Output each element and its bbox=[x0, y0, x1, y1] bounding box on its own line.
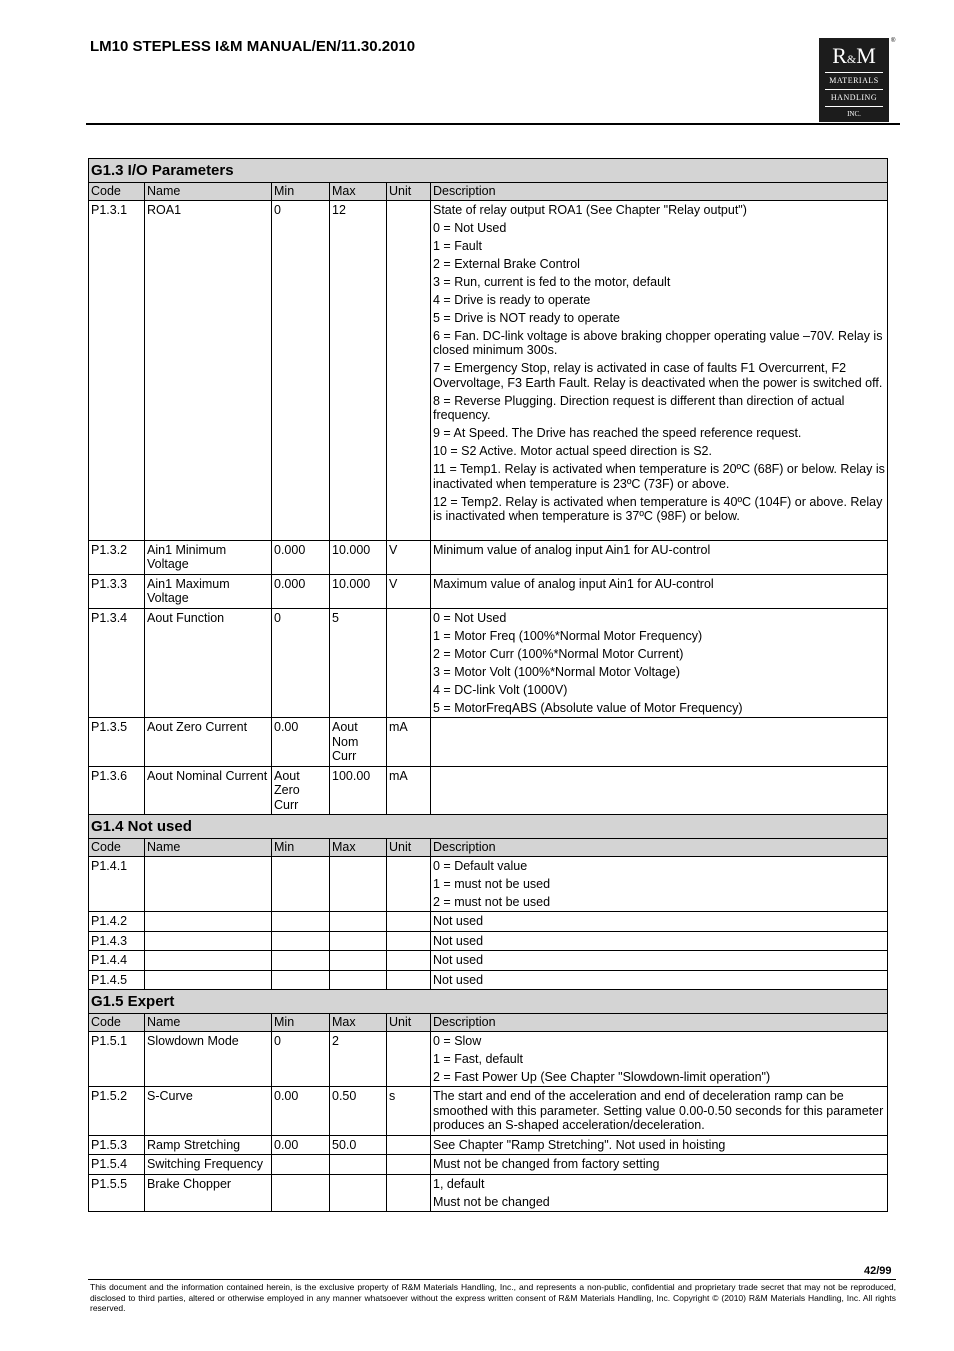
description-line: 1 = Motor Freq (100%*Normal Motor Frequency) bbox=[433, 628, 703, 643]
cell-code: P1.3.6 bbox=[89, 766, 145, 815]
cell-max: 12 bbox=[330, 200, 387, 540]
column-header: Unit bbox=[387, 839, 431, 857]
description-line: 0 = Slow bbox=[433, 1033, 482, 1048]
cell-name: Switching Frequency bbox=[145, 1155, 272, 1175]
cell-min: 0.00 bbox=[272, 718, 330, 767]
cell-min bbox=[272, 970, 330, 990]
cell-unit: mA bbox=[387, 766, 431, 815]
description-line: 0 = Not Used bbox=[433, 220, 507, 235]
cell-description bbox=[431, 540, 888, 574]
table-row bbox=[89, 1031, 888, 1087]
cell-max: 10.000 bbox=[330, 540, 387, 574]
table-row bbox=[89, 574, 888, 608]
description-line: 2 = External Brake Control bbox=[433, 256, 580, 271]
cell-description bbox=[431, 856, 888, 912]
cell-max bbox=[330, 912, 387, 932]
page-number: 42/99 bbox=[864, 1265, 892, 1277]
description-line: 7 = Emergency Stop, relay is activated in case of faults F1 Overcurrent, F2 Overvoltage, F3 Earth Fault. Relay is deactivated when the power is switched off. bbox=[433, 361, 883, 390]
column-header: Max bbox=[330, 183, 387, 201]
description-line: 12 = Temp2. Relay is activated when temperature is 40ºC (104F) or above. Relay is inactivated when temperature is 37ºC (98F) or below. bbox=[433, 494, 883, 523]
cell-name bbox=[145, 970, 272, 990]
cell-name: S-Curve bbox=[145, 1087, 272, 1136]
cell-unit bbox=[387, 1031, 431, 1087]
column-header: Description bbox=[431, 1014, 888, 1032]
cell-code: P1.3.1 bbox=[89, 200, 145, 540]
cell-description bbox=[431, 200, 888, 540]
table-row bbox=[89, 912, 888, 932]
cell-code: P1.4.1 bbox=[89, 856, 145, 912]
cell-min bbox=[272, 912, 330, 932]
cell-max: 100.00 bbox=[330, 766, 387, 815]
cell-max: 5 bbox=[330, 608, 387, 718]
column-header: Unit bbox=[387, 183, 431, 201]
description-line: Not used bbox=[433, 972, 484, 987]
cell-description bbox=[431, 912, 888, 932]
description-line: State of relay output ROA1 (See Chapter "Relay output") bbox=[433, 202, 747, 217]
table-row bbox=[89, 200, 888, 540]
cell-max bbox=[330, 970, 387, 990]
cell-unit bbox=[387, 608, 431, 718]
table-row bbox=[89, 718, 888, 767]
column-header: Min bbox=[272, 183, 330, 201]
cell-code: P1.3.3 bbox=[89, 574, 145, 608]
column-header: Name bbox=[145, 839, 272, 857]
cell-unit: s bbox=[387, 1087, 431, 1136]
cell-code: P1.4.4 bbox=[89, 951, 145, 971]
description-line: 4 = Drive is ready to operate bbox=[433, 292, 591, 307]
cell-unit bbox=[387, 1135, 431, 1155]
cell-description bbox=[431, 1135, 888, 1155]
cell-description bbox=[431, 1087, 888, 1136]
cell-unit: V bbox=[387, 574, 431, 608]
cell-code: P1.3.5 bbox=[89, 718, 145, 767]
cell-name: Slowdown Mode bbox=[145, 1031, 272, 1087]
column-header: Max bbox=[330, 1014, 387, 1032]
group-title: G1.4 Not used bbox=[89, 815, 888, 839]
description-line: Minimum value of analog input Ain1 for AU-control bbox=[433, 542, 711, 557]
cell-code: P1.4.5 bbox=[89, 970, 145, 990]
cell-description bbox=[431, 1174, 888, 1212]
cell-min: 0.000 bbox=[272, 574, 330, 608]
table-row bbox=[89, 1155, 888, 1175]
description-line: 5 = Drive is NOT ready to operate bbox=[433, 310, 621, 325]
description-line: Not used bbox=[433, 953, 484, 967]
description-line: Maximum value of analog input Ain1 for AU-control bbox=[433, 576, 714, 591]
cell-min: Aout Zero Curr bbox=[272, 766, 330, 815]
cell-max bbox=[330, 1155, 387, 1175]
description-line: 9 = At Speed. The Drive has reached the speed reference request. bbox=[433, 426, 802, 440]
cell-max: Aout Nom Curr bbox=[330, 718, 387, 767]
table-row bbox=[89, 540, 888, 574]
cell-code: P1.4.3 bbox=[89, 931, 145, 951]
cell-name: Aout Function bbox=[145, 608, 272, 718]
cell-max bbox=[330, 951, 387, 971]
description-line: See Chapter "Ramp Stretching". Not used in hoisting bbox=[433, 1137, 726, 1152]
description-line: Not used bbox=[433, 914, 484, 928]
cell-description bbox=[431, 1155, 888, 1175]
table-row bbox=[89, 856, 888, 912]
cell-min bbox=[272, 1174, 330, 1212]
description-line: 5 = MotorFreqABS (Absolute value of Motor Frequency) bbox=[433, 700, 743, 715]
description-line: 6 = Fan. DC-link voltage is above braking chopper operating value –70V. Relay is closed minimum 300s. bbox=[433, 328, 883, 357]
cell-min: 0 bbox=[272, 200, 330, 540]
cell-code: P1.5.4 bbox=[89, 1155, 145, 1175]
cell-max: 0.50 bbox=[330, 1087, 387, 1136]
parameter-table bbox=[88, 158, 888, 1212]
cell-min bbox=[272, 951, 330, 971]
footer-divider bbox=[88, 1279, 896, 1280]
table-row bbox=[89, 1087, 888, 1136]
cell-unit: V bbox=[387, 540, 431, 574]
cell-code: P1.5.2 bbox=[89, 1087, 145, 1136]
cell-min bbox=[272, 1155, 330, 1175]
description-line: 1 = must not be used bbox=[433, 876, 551, 891]
description-line: 10 = S2 Active. Motor actual speed direction is S2. bbox=[433, 444, 712, 458]
table-row bbox=[89, 931, 888, 951]
cell-name: Aout Zero Current bbox=[145, 718, 272, 767]
column-header-row bbox=[89, 1014, 888, 1032]
cell-unit bbox=[387, 912, 431, 932]
cell-name: Brake Chopper bbox=[145, 1174, 272, 1212]
cell-code: P1.3.4 bbox=[89, 608, 145, 718]
column-header: Code bbox=[89, 839, 145, 857]
cell-code: P1.5.5 bbox=[89, 1174, 145, 1212]
description-line: 0 = Default value bbox=[433, 858, 528, 873]
group-heading-row bbox=[89, 815, 888, 839]
cell-name: ROA1 bbox=[145, 200, 272, 540]
description-line: 4 = DC-link Volt (1000V) bbox=[433, 682, 568, 697]
cell-unit bbox=[387, 856, 431, 912]
table-row bbox=[89, 608, 888, 718]
cell-max bbox=[330, 931, 387, 951]
cell-description bbox=[431, 970, 888, 990]
company-logo: R&M MATERIALS HANDLING INC. bbox=[819, 38, 889, 122]
registered-mark: ® bbox=[891, 38, 896, 44]
table-row bbox=[89, 1135, 888, 1155]
description-line: 8 = Reverse Plugging. Direction request is different than direction of actual frequency. bbox=[433, 393, 845, 422]
description-line: 3 = Motor Volt (100%*Normal Motor Voltage) bbox=[433, 664, 680, 679]
description-line: Not used bbox=[433, 933, 484, 948]
cell-max bbox=[330, 1174, 387, 1212]
description-line: 2 = Fast Power Up (See Chapter "Slowdown-limit operation") bbox=[433, 1069, 771, 1084]
table-row bbox=[89, 1174, 888, 1212]
column-header: Min bbox=[272, 1014, 330, 1032]
cell-max: 10.000 bbox=[330, 574, 387, 608]
column-header: Name bbox=[145, 1014, 272, 1032]
cell-name bbox=[145, 856, 272, 912]
cell-description bbox=[431, 951, 888, 971]
column-header: Description bbox=[431, 183, 888, 201]
cell-code: P1.5.3 bbox=[89, 1135, 145, 1155]
column-header: Name bbox=[145, 183, 272, 201]
cell-description bbox=[431, 718, 888, 767]
column-header-row bbox=[89, 183, 888, 201]
cell-unit: mA bbox=[387, 718, 431, 767]
column-header: Max bbox=[330, 839, 387, 857]
cell-max: 50.0 bbox=[330, 1135, 387, 1155]
cell-code: P1.4.2 bbox=[89, 912, 145, 932]
cell-name: Aout Nominal Current bbox=[145, 766, 272, 815]
cell-unit bbox=[387, 931, 431, 951]
cell-unit bbox=[387, 200, 431, 540]
description-line: 1, default bbox=[433, 1176, 485, 1191]
description-line: Must not be changed from factory setting bbox=[433, 1157, 660, 1171]
document-title: LM10 STEPLESS I&M MANUAL/EN/11.30.2010 bbox=[90, 38, 416, 55]
header-divider bbox=[86, 123, 900, 125]
cell-unit bbox=[387, 1174, 431, 1212]
cell-unit bbox=[387, 1155, 431, 1175]
cell-name bbox=[145, 931, 272, 951]
cell-min: 0.00 bbox=[272, 1135, 330, 1155]
description-line: 2 = must not be used bbox=[433, 894, 551, 909]
column-header-row bbox=[89, 839, 888, 857]
cell-max: 2 bbox=[330, 1031, 387, 1087]
cell-min bbox=[272, 931, 330, 951]
cell-unit bbox=[387, 970, 431, 990]
cell-name: Ain1 Maximum Voltage bbox=[145, 574, 272, 608]
cell-name: Ramp Stretching bbox=[145, 1135, 272, 1155]
group-title: G1.3 I/O Parameters bbox=[89, 159, 888, 183]
cell-min: 0 bbox=[272, 1031, 330, 1087]
table-row bbox=[89, 766, 888, 815]
group-heading-row bbox=[89, 159, 888, 183]
cell-description bbox=[431, 931, 888, 951]
cell-description bbox=[431, 1031, 888, 1087]
cell-min: 0.00 bbox=[272, 1087, 330, 1136]
column-header: Code bbox=[89, 1014, 145, 1032]
description-line: The start and end of the acceleration and end of deceleration ramp can be smoothed with this parameter. Setting value 0.00-0.50 seconds for this parameter produces an S-shaped acceleration/deceleration. bbox=[433, 1089, 884, 1132]
cell-min: 0 bbox=[272, 608, 330, 718]
column-header: Unit bbox=[387, 1014, 431, 1032]
cell-unit bbox=[387, 951, 431, 971]
table-row bbox=[89, 970, 888, 990]
description-line: 0 = Not Used bbox=[433, 610, 507, 625]
column-header: Description bbox=[431, 839, 888, 857]
group-heading-row bbox=[89, 990, 888, 1014]
cell-description bbox=[431, 608, 888, 718]
description-line: 1 = Fast, default bbox=[433, 1051, 523, 1066]
description-line: 2 = Motor Curr (100%*Normal Motor Current) bbox=[433, 646, 684, 661]
cell-name bbox=[145, 951, 272, 971]
description-line: 3 = Run, current is fed to the motor, default bbox=[433, 274, 671, 289]
description-line: 1 = Fault bbox=[433, 238, 482, 253]
column-header: Code bbox=[89, 183, 145, 201]
description-line: 11 = Temp1. Relay is activated when temperature is 20ºC (68F) or below. Relay is inactivated when temperature is 23ºC (73F) or above. bbox=[433, 462, 885, 491]
cell-min bbox=[272, 856, 330, 912]
table-row bbox=[89, 951, 888, 971]
cell-max bbox=[330, 856, 387, 912]
cell-description bbox=[431, 766, 888, 815]
cell-name: Ain1 Minimum Voltage bbox=[145, 540, 272, 574]
cell-description bbox=[431, 574, 888, 608]
column-header: Min bbox=[272, 839, 330, 857]
group-title: G1.5 Expert bbox=[89, 990, 888, 1014]
confidentiality-notice: This document and the information contained herein, is the exclusive property of R&M Materials Handling, Inc., and represents a non-public, confidential and proprietary trade secret that may not be reproduced, disclosed to third parties, altered or otherwise employed in any manner whatsoever without the express written consent of R&M Materials Handling, Inc. Copyright © (2010) R&M Materials Handling, Inc. All rights reserved. bbox=[90, 1282, 896, 1313]
cell-name bbox=[145, 912, 272, 932]
description-line: Must not be changed bbox=[433, 1194, 550, 1209]
cell-min: 0.000 bbox=[272, 540, 330, 574]
cell-code: P1.5.1 bbox=[89, 1031, 145, 1087]
cell-code: P1.3.2 bbox=[89, 540, 145, 574]
